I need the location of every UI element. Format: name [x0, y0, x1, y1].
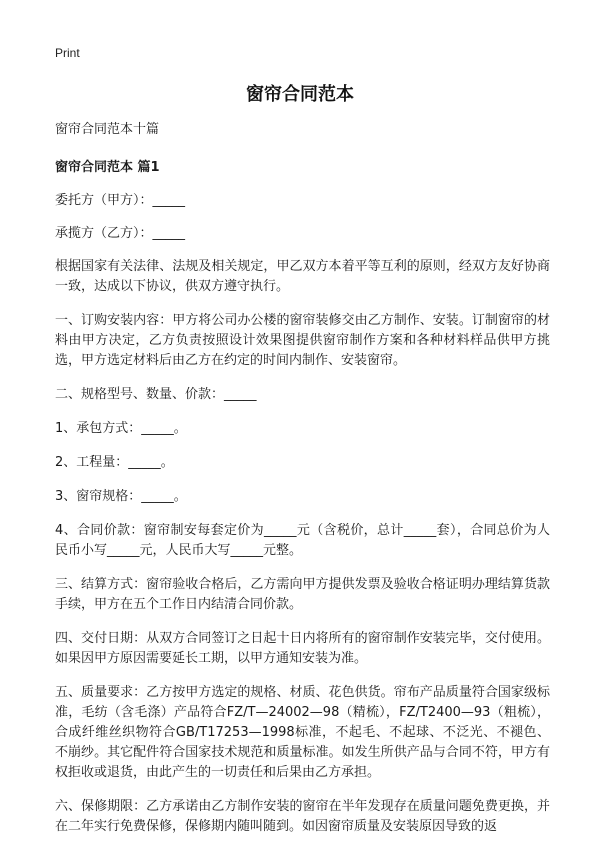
paragraph-item-3: 3、窗帘规格：_____。	[55, 489, 187, 504]
paragraph-clause-3: 三、结算方式：窗帘验收合格后，乙方需向甲方提供发票及验收合格证明办理结算货款手续，甲方在五个工作日内结清合同价款。	[55, 577, 550, 612]
paragraph-clause-5: 五、质量要求：乙方按甲方选定的规格、材质、花色供货。帘布产品质量符合国家级标准，毛纺（含毛涤）产品符合FZ/T—24002—98（精梳），FZ/T2400—93（粗梳），合成纤维丝织物符合GB/T17253—1998标准，不起毛、不起球、不泛光、不褪色、不崩纱。其它配件符合国家技术规范和质量标准。如发生所供产品与合同不符，甲方有权拒收或退货，由此产生的一切责任和后果由乙方承担。	[55, 685, 550, 780]
contractor-party-field: 承揽方（乙方）：_____	[55, 226, 186, 241]
document-body	[55, 120, 550, 851]
paragraph-preamble: 根据国家有关法律、法规及相关规定，甲乙双方本着平等互利的原则，经双方友好协商一致，达成以下协议，供双方遵守执行。	[55, 259, 550, 294]
paragraph-clause-2: 二、规格型号、数量、价款：_____	[55, 387, 257, 402]
paragraph-clause-1: 一、订购安装内容：甲方将公司办公楼的窗帘装修交由乙方制作、安装。订制窗帘的材料由甲方决定，乙方负责按照设计效果图提供窗帘制作方案和各种材料样品供甲方挑选，甲方选定材料后由乙方在约定的时间内制作、安装窗帘。	[55, 313, 550, 368]
section-heading: 窗帘合同范本 篇1	[55, 160, 160, 175]
client-party-field: 委托方（甲方）：_____	[55, 193, 186, 208]
print-link[interactable]: Print	[55, 46, 80, 60]
paragraph-item-4: 4、合同价款：窗帘制安每套定价为_____元（含税价，总计_____套），合同总价为人民币小写_____元，人民币大写_____元整。	[55, 523, 550, 558]
document-subtitle: 窗帘合同范本十篇	[55, 122, 160, 137]
paragraph-item-2: 2、工程量：_____。	[55, 455, 174, 470]
paragraph-clause-4: 四、交付日期：从双方合同签订之日起十日内将所有的窗帘制作安装完毕，交付使用。如果因甲方原因需要延长工期，以甲方通知安装为准。	[55, 631, 550, 666]
paragraph-item-1: 1、承包方式：_____。	[55, 421, 187, 436]
page-title: 窗帘合同范本	[246, 84, 354, 105]
paragraph-clause-6: 六、保修期限：乙方承诺由乙方制作安装的窗帘在半年发现存在质量问题免费更换，并在二年实行免费保修，保修期内随叫随到。如因窗帘质量及安装原因导致的返	[55, 799, 550, 834]
